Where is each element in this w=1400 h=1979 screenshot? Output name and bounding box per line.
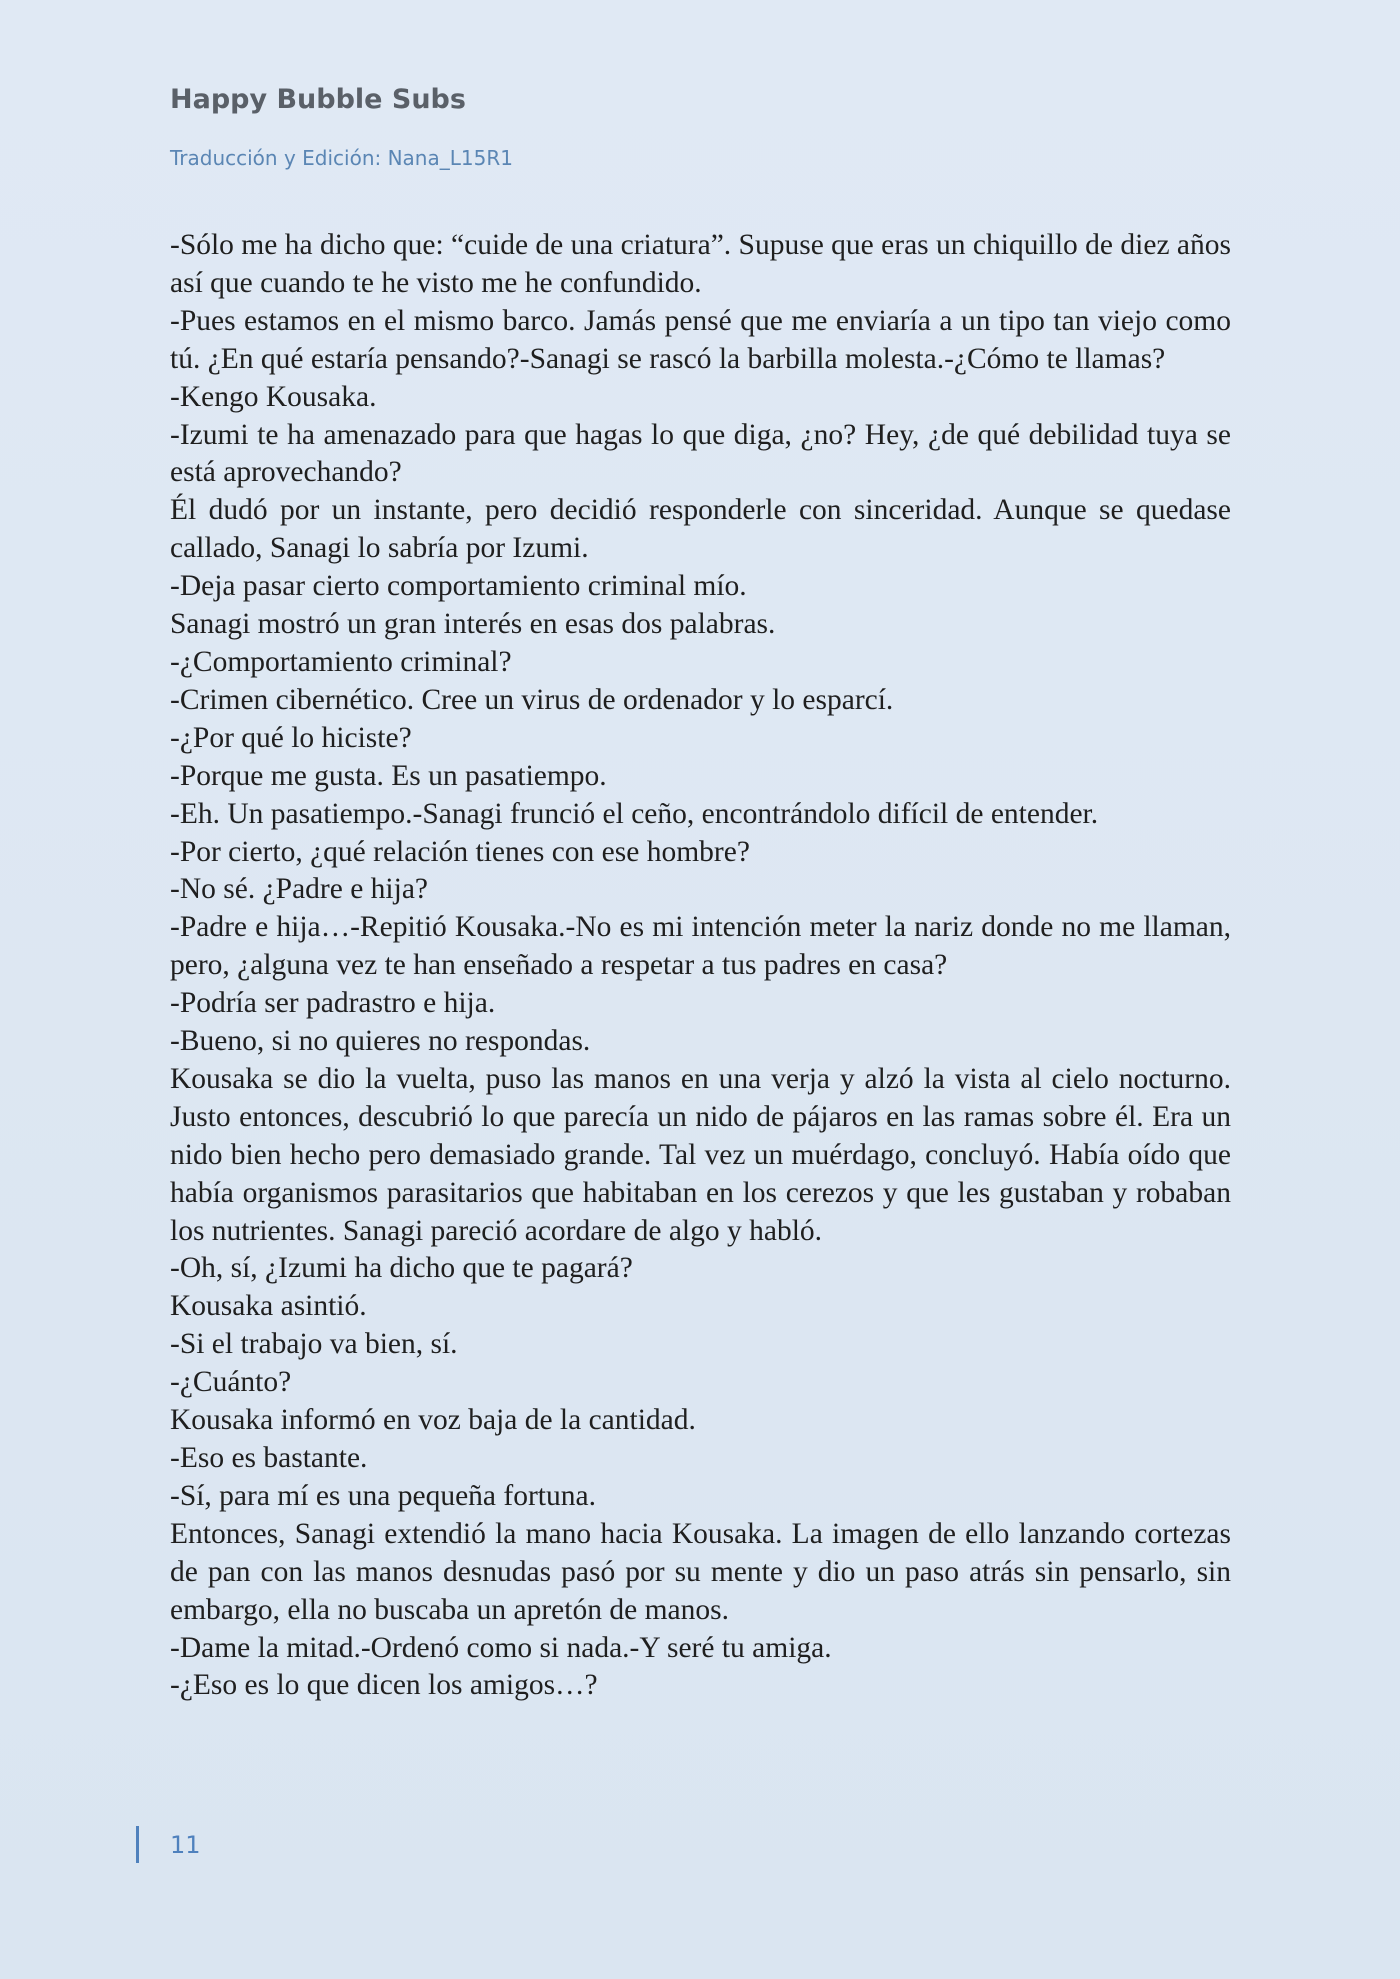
paragraph: Kousaka asintió. [170,1290,367,1323]
body-text [170,227,1231,1705]
paragraph: -Crimen cibernético. Cree un virus de ordenador y lo esparcí. [170,683,894,716]
paragraph: -Izumi te ha amenazado para que hagas lo que diga, ¿no? Hey, ¿de qué debilidad tuya se está aprovechando? [170,418,1231,489]
paragraph: -Oh, sí, ¿Izumi ha dicho que te pagará? [170,1252,633,1285]
paragraph: -¿Cuánto? [170,1366,292,1399]
paragraph: -Deja pasar cierto comportamiento criminal mío. [170,570,747,603]
paragraph: -Sí, para mí es una pequeña fortuna. [170,1479,596,1512]
paragraph: -¿Eso es lo que dicen los amigos…? [170,1669,598,1702]
page-number: 11 [170,1831,201,1859]
paragraph: -Sólo me ha dicho que: “cuide de una criatura”. Supuse que eras un chiquillo de diez años así que cuando te he visto me he confundido. [170,229,1231,299]
paragraph: Entonces, Sanagi extendió la mano hacia Kousaka. La imagen de ello lanzando cortezas de pan con las manos desnudas pasó por su mente y dio un paso atrás sin pensarlo, sin embargo, ella no buscaba un apretón de manos. [170,1517,1231,1626]
paragraph: -Bueno, si no quieres no respondas. [170,1025,591,1058]
paragraph: -Eh. Un pasatiempo.-Sanagi frunció el ceño, encontrándolo difícil de entender. [170,797,1099,830]
paragraph: -No sé. ¿Padre e hija? [170,873,429,906]
header-credits: Traducción y Edición: Nana_L15R1 [170,146,513,170]
paragraph: -Podría ser padrastro e hija. [170,987,496,1020]
paragraph: -Dame la mitad.-Ordenó como si nada.-Y seré tu amiga. [170,1631,832,1664]
paragraph: -Eso es bastante. [170,1442,368,1474]
paragraph: Sanagi mostró un gran interés en esas dos palabras. [170,608,776,641]
paragraph: -Por cierto, ¿qué relación tienes con ese hombre? [170,835,750,868]
paragraph: -Kengo Kousaka. [170,380,377,413]
paragraph: Kousaka informó en voz baja de la cantidad. [170,1404,696,1437]
paragraph: -Pues estamos en el mismo barco. Jamás pensé que me enviaría a un tipo tan viejo como tú. ¿En qué estaría pensando?-Sanagi se rascó la barbilla molesta.-¿Cómo te llamas? [170,304,1231,375]
paragraph: -Si el trabajo va bien, sí. [170,1328,458,1361]
header-title: Happy Bubble Subs [170,84,466,115]
paragraph: -¿Por qué lo hiciste? [170,721,412,754]
footer-accent-bar [136,1826,139,1863]
paragraph: Kousaka se dio la vuelta, puso las manos en una verja y alzó la vista al cielo nocturno. Justo entonces, descubrió lo que parecía un nido de pájaros en las ramas sobre él. Era un nido bien hecho pero demasiado grande. Tal vez un muérdago, concluyó. Había oído que había organismos parasitarios que habitaban en los cerezos y que les gustaban y robaban los nutrientes. Sanagi pareció acordare de algo y habló. [170,1062,1231,1247]
paragraph: Él dudó por un instante, pero decidió responderle con sinceridad. Aunque se quedase callado, Sanagi lo sabría por Izumi. [170,494,1231,565]
paragraph: -¿Comportamiento criminal? [170,645,512,678]
paragraph: -Padre e hija…-Repitió Kousaka.-No es mi intención meter la nariz donde no me llaman, pero, ¿alguna vez te han enseñado a respetar a tus padres en casa? [170,911,1231,982]
paragraph: -Porque me gusta. Es un pasatiempo. [170,759,607,792]
